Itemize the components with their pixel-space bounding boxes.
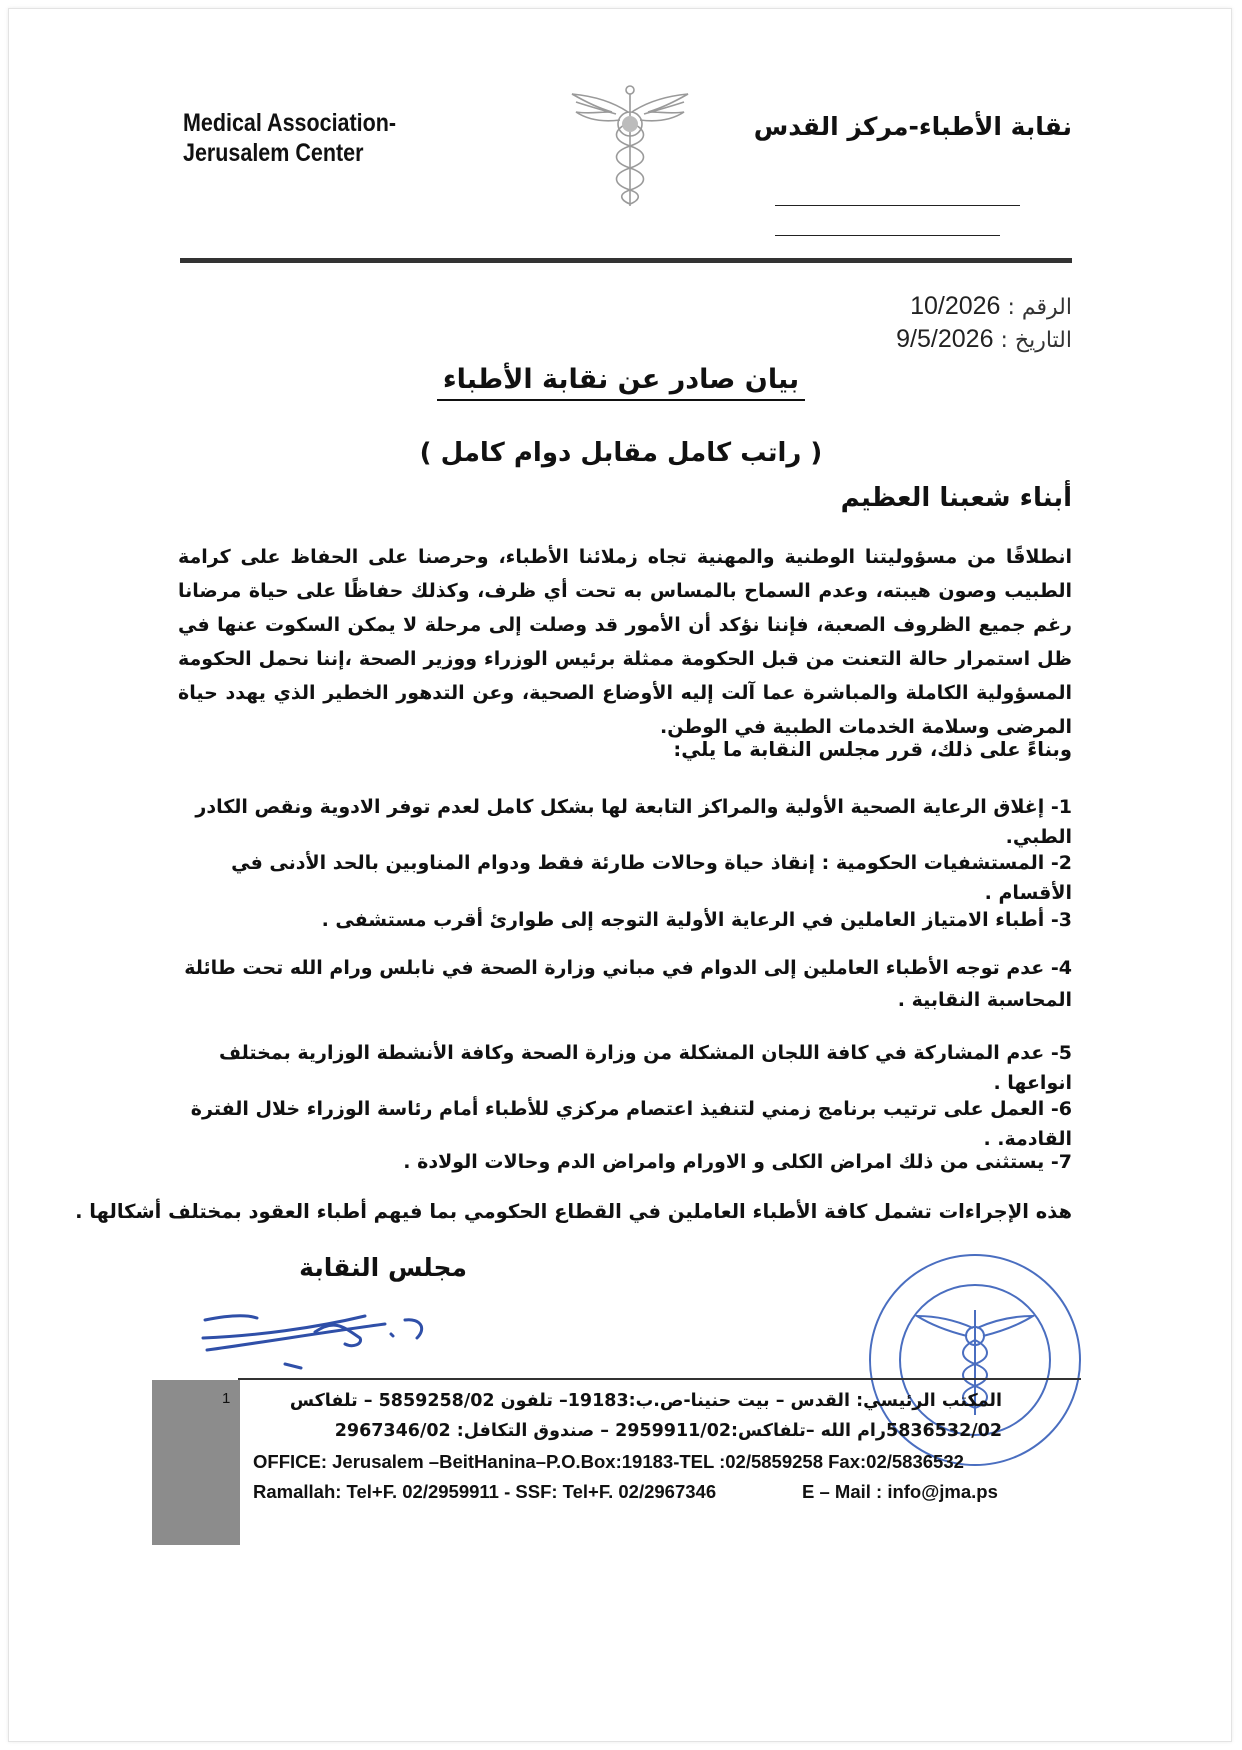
org-name-arabic: نقابة الأطباء-مركز القدس <box>753 112 1072 141</box>
closing-note: هذه الإجراءات تشمل كافة الأطباء العاملين في القطاع الحكومي بما فيهم أطباء العقود بمختلف أشكالها . <box>75 1200 1072 1223</box>
footer-address-arabic-1: المكتب الرئيسي: القدس – بيت حنينا-ص.ب:19183– تلفون 5859258/02 – تلفاكس <box>289 1391 1002 1411</box>
document-number-value: 10/2026 <box>910 292 1001 320</box>
document-title-wrap <box>0 364 1242 395</box>
list-item: 5- عدم المشاركة في كافة اللجان المشكلة من وزارة الصحة وكافة الأنشطة الوزارية بمختلف انواعها . <box>219 1042 1072 1094</box>
footer-address-arabic-2: 5836532/02رام الله –تلفاكس:2959911/02 – صندوق التكافل: 2967346/02 <box>334 1421 1002 1441</box>
footer-address-english-1: OFFICE: Jerusalem –BeitHanina–P.O.Box:19183-TEL :02/5859258 Fax:02/5836532 <box>253 1451 964 1472</box>
header-divider <box>180 258 1072 263</box>
footer-email[interactable]: E – Mail : info@jma.ps <box>802 1481 998 1502</box>
document-date <box>896 325 1072 354</box>
body-paragraph: انطلاقًا من مسؤوليتنا الوطنية والمهنية تجاه زملائنا الأطباء، وحرصنا على الحفاظ على كرامة الطبيب وصون هيبته، وعدم السماح بالمساس به تحت أي ظرف، وكذلك حفاظًا على حياة مرضانا رغم جميع الظروف الصعبة، فإننا نؤكد أن الأمور قد وصلت إلى مرحلة لا يمكن السكوت عنها في ظل استمرار حالة التعنت من قبل الحكومة ممثلة برئيس الوزراء ووزير الصحة ،إننا نحمل الحكومة المسؤولية الكاملة والمباشرة عما آلت إليه الأوضاع الصحية، وعن التدهور الخطير الذي يهدد حياة المرضى وسلامة الخدمات الطبية في الوطن. <box>178 546 1072 738</box>
document-number <box>910 292 1072 321</box>
official-stamp-icon <box>855 1240 1095 1480</box>
page-number: 1 <box>222 1390 231 1407</box>
reference-line <box>775 205 1020 206</box>
greeting: أبناء شعبنا العظيم <box>840 483 1072 513</box>
list-item: 7- يستثنى من ذلك امراض الكلى و الاورام وامراض الدم وحالات الولادة . <box>403 1151 1072 1173</box>
document-title: بيان صادر عن نقابة الأطباء <box>437 364 805 401</box>
document-number-label: الرقم : <box>1007 295 1072 320</box>
decision-intro: وبناءً على ذلك، قرر مجلس النقابة ما يلي: <box>673 738 1072 761</box>
list-item: 4- عدم توجه الأطباء العاملين إلى الدوام في مباني وزارة الصحة في نابلس ورام الله تحت طائلة المحاسبة النقابية . <box>184 957 1072 1011</box>
footer-address-english-2: Ramallah: Tel+F. 02/2959911 - SSF: Tel+F. 02/2967346 <box>253 1481 717 1502</box>
list-item: 3- أطباء الامتياز العاملين في الرعاية الأولية التوجه إلى طوارئ أقرب مستشفى . <box>321 909 1072 931</box>
document-subtitle: ( راتب كامل مقابل دوام كامل ) <box>419 438 823 468</box>
list-item: 1- إغلاق الرعاية الصحية الأولية والمراكز التابعة لها بشكل كامل لعدم توفر الادوية ونقص الكادر الطبي. <box>195 796 1072 848</box>
footer-divider <box>238 1378 1081 1380</box>
footer-contact-line <box>253 1481 998 1503</box>
reference-line <box>775 235 1000 236</box>
handwritten-signature-icon <box>195 1298 475 1378</box>
list-item: 6- العمل على ترتيب برنامج زمني لتنفيذ اعتصام مركزي للأطباء أمام رئاسة الوزراء خلال الفترة القادمة. . <box>190 1098 1072 1150</box>
document-date-value: 9/5/2026 <box>896 325 994 353</box>
signatory: مجلس النقابة <box>299 1253 467 1282</box>
document-date-label: التاريخ : <box>1000 328 1072 353</box>
org-name-english: Medical Association-Jerusalem Center <box>183 109 397 167</box>
caduceus-logo-icon <box>568 82 692 210</box>
list-item: 2- المستشفيات الحكومية : إنقاذ حياة وحالات طارئة فقط ودوام المناوبين بالحد الأدنى في الأقسام . <box>231 852 1072 904</box>
